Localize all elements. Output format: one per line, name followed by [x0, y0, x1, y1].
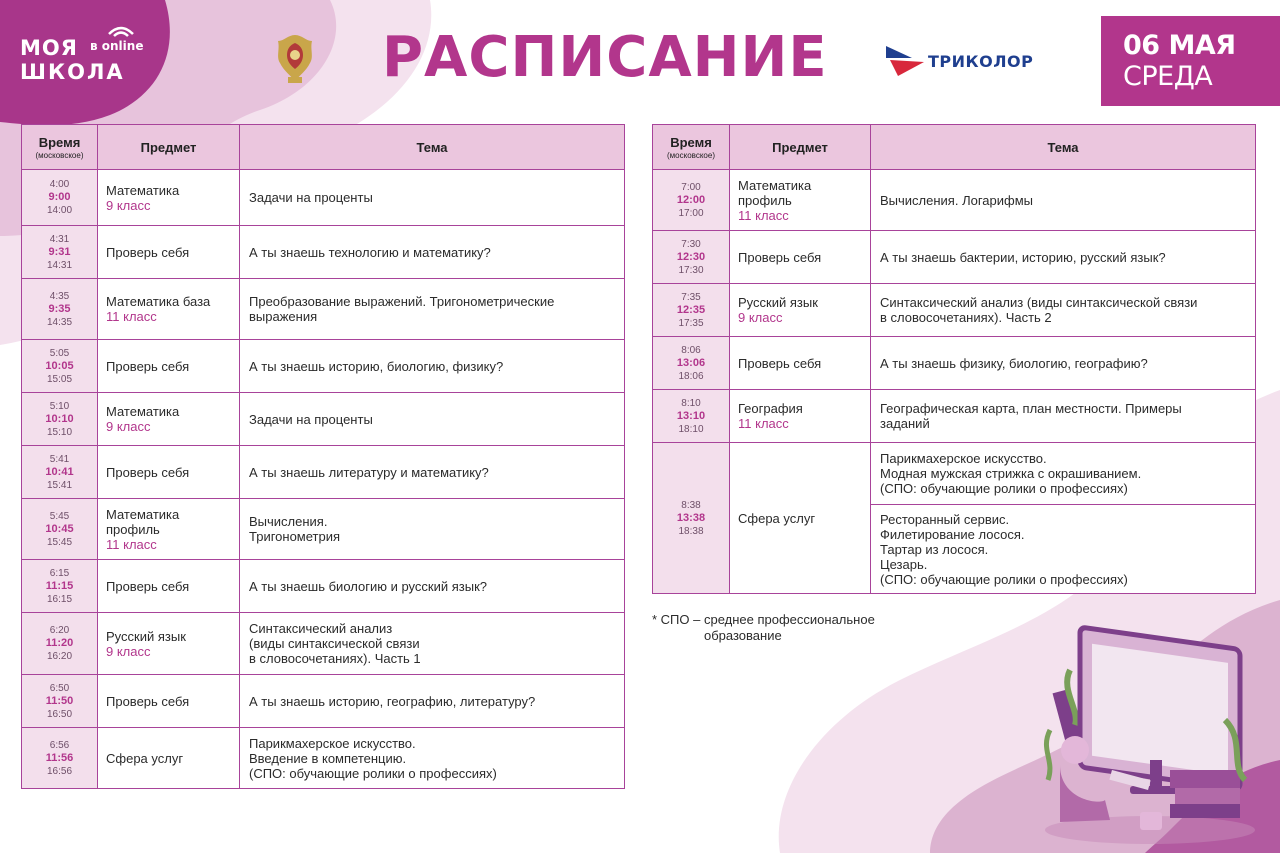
subject-cell: Русский язык 9 класс: [730, 284, 871, 337]
subject-cell: Проверь себя: [98, 226, 240, 279]
footnote: [652, 612, 875, 644]
ministry-emblem-icon: [270, 31, 320, 87]
table-row: [22, 613, 625, 675]
topic-cell: А ты знаешь физику, биологию, географию?: [871, 337, 1256, 390]
table-row: [22, 446, 625, 499]
header-subject: Предмет: [98, 125, 240, 170]
page-title: РАСПИСАНИЕ: [382, 25, 828, 90]
topic-cell: Географическая карта, план местности. Примеры заданий: [871, 390, 1256, 443]
table-header-row: [22, 125, 625, 170]
grade-label: 9 класс: [106, 197, 151, 213]
time-cell: 6:50 11:50 16:50: [22, 675, 98, 728]
table-row: [22, 560, 625, 613]
table-row: [22, 279, 625, 340]
header-topic: Тема: [871, 125, 1256, 170]
table-row: [653, 231, 1256, 284]
subject-cell: Математика 9 класс: [98, 170, 240, 226]
topic-cell: А ты знаешь литературу и математику?: [240, 446, 625, 499]
grade-label: 9 класс: [106, 419, 151, 434]
table-row: [22, 170, 625, 226]
subject-cell: Проверь себя: [730, 231, 871, 284]
subject-cell: Проверь себя: [98, 675, 240, 728]
topic-cell: Преобразование выражений. Тригонометрические выражения: [240, 279, 625, 340]
table-row: [653, 284, 1256, 337]
logo-line1: МОЯ: [20, 36, 78, 60]
topic-cell: Ресторанный сервис. Филетирование лосося. Тартар из лосося. Цезарь. (СПО: обучающие ролики о профессиях): [871, 505, 1256, 594]
topic-cell: Парикмахерское искусство. Введение в компетенцию. (СПО: обучающие ролики о профессиях): [240, 728, 625, 789]
subject-cell: Проверь себя: [98, 560, 240, 613]
topic-cell: А ты знаешь биологию и русский язык?: [240, 560, 625, 613]
subject-cell: Математика база 11 класс: [98, 279, 240, 340]
table-row: [22, 340, 625, 393]
topic-cell: А ты знаешь историю, географию, литературу?: [240, 675, 625, 728]
time-cell: 5:05 10:05 15:05: [22, 340, 98, 393]
footnote-line2: образование: [704, 628, 782, 643]
topic-cell: А ты знаешь историю, биологию, физику?: [240, 340, 625, 393]
table-row: [653, 170, 1256, 231]
header-time: Время (московское): [653, 125, 730, 170]
subject-cell: Сфера услуг: [730, 443, 871, 594]
time-cell: 7:35 12:35 17:35: [653, 284, 730, 337]
date-weekday: СРЕДА: [1123, 61, 1213, 92]
schedule-table-left: [21, 124, 625, 789]
topic-cell: Задачи на проценты: [240, 170, 625, 226]
time-cell: 5:45 10:45 15:45: [22, 499, 98, 560]
table-row: [22, 499, 625, 560]
tricolor-label: ТРИКОЛОР: [928, 51, 1034, 71]
topic-cell: Парикмахерское искусство. Модная мужская стрижка с окрашиванием. (СПО: обучающие ролики о профессиях): [871, 443, 1256, 505]
moya-shkola-logo: [20, 36, 144, 84]
subject-cell: Математика 9 класс: [98, 393, 240, 446]
topic-cell: А ты знаешь технологию и математику?: [240, 226, 625, 279]
topic-cell: Задачи на проценты: [240, 393, 625, 446]
time-cell: 7:30 12:30 17:30: [653, 231, 730, 284]
time-cell: 8:06 13:06 18:06: [653, 337, 730, 390]
header-topic: Тема: [240, 125, 625, 170]
table-row: [22, 675, 625, 728]
table-row: [22, 728, 625, 789]
grade-label: 9 класс: [106, 643, 151, 659]
footnote-line1: * СПО – среднее профессиональное: [652, 612, 875, 627]
time-cell: 4:31 9:31 14:31: [22, 226, 98, 279]
grade-label: 9 класс: [738, 310, 783, 325]
header-subject: Предмет: [730, 125, 871, 170]
topic-cell: Вычисления. Логарифмы: [871, 170, 1256, 231]
grade-label: 11 класс: [738, 207, 789, 223]
subject-cell: Проверь себя: [730, 337, 871, 390]
time-cell: 8:38 13:38 18:38: [653, 443, 730, 594]
table-row: [653, 337, 1256, 390]
logo-line2: ШКОЛА: [20, 60, 125, 84]
wifi-icon: [106, 24, 136, 38]
time-cell: 4:00 9:00 14:00: [22, 170, 98, 226]
time-cell: 6:56 11:56 16:56: [22, 728, 98, 789]
student-computer-illustration: [1030, 600, 1260, 845]
topic-cell: Синтаксический анализ (виды синтаксической связи в словосочетаниях). Часть 2: [871, 284, 1256, 337]
time-cell: 8:10 13:10 18:10: [653, 390, 730, 443]
table-row: [653, 390, 1256, 443]
grade-label: 11 класс: [738, 416, 789, 431]
subject-cell: Проверь себя: [98, 340, 240, 393]
subject-cell: Проверь себя: [98, 446, 240, 499]
table-row: [22, 393, 625, 446]
grade-label: 11 класс: [106, 309, 157, 324]
logo-online: в online: [90, 39, 144, 53]
date-box: [1101, 16, 1280, 106]
table-row: [22, 226, 625, 279]
time-cell: 4:35 9:35 14:35: [22, 279, 98, 340]
schedule-table-right: [652, 124, 1256, 594]
grade-label: 11 класс: [106, 536, 157, 552]
subject-cell: Математика профиль 11 класс: [730, 170, 871, 231]
topic-cell: Вычисления. Тригонометрия: [240, 499, 625, 560]
topic-cell: А ты знаешь бактерии, историю, русский язык?: [871, 231, 1256, 284]
topic-cell: Синтаксический анализ (виды синтаксической связи в словосочетаниях). Часть 1: [240, 613, 625, 675]
subject-cell: Русский язык 9 класс: [98, 613, 240, 675]
date-day: 06 МАЯ: [1123, 30, 1236, 61]
table-row: [653, 443, 1256, 505]
time-cell: 6:20 11:20 16:20: [22, 613, 98, 675]
header-time: Время (московское): [22, 125, 98, 170]
table-header-row: [653, 125, 1256, 170]
subject-cell: География 11 класс: [730, 390, 871, 443]
time-cell: 7:00 12:00 17:00: [653, 170, 730, 231]
subject-cell: Математика профиль 11 класс: [98, 499, 240, 560]
tricolor-logo: [884, 42, 1033, 80]
time-cell: 5:41 10:41 15:41: [22, 446, 98, 499]
tricolor-icon: [884, 42, 926, 80]
subject-cell: Сфера услуг: [98, 728, 240, 789]
time-cell: 6:15 11:15 16:15: [22, 560, 98, 613]
time-cell: 5:10 10:10 15:10: [22, 393, 98, 446]
